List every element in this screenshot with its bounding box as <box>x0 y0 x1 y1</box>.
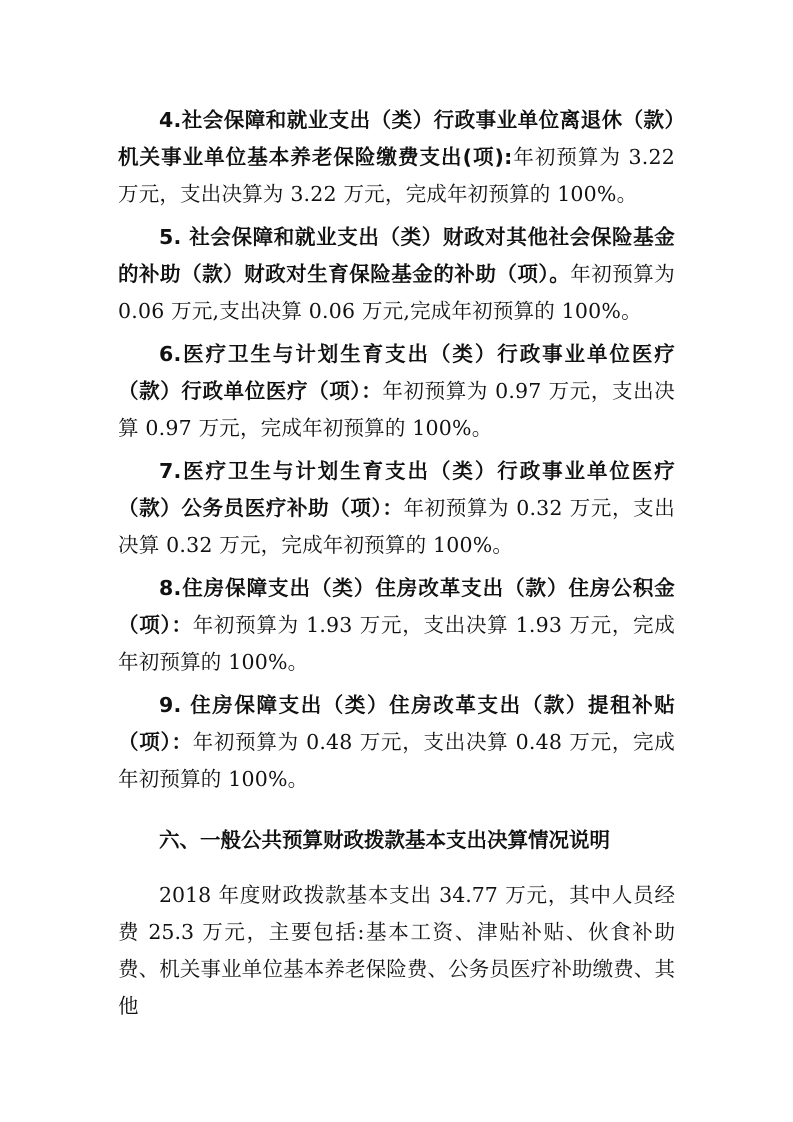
item-8 <box>118 570 675 681</box>
item-9 <box>118 687 675 798</box>
item-8-text: 年初预算为 1.93 万元，支出决算 1.93 万元，完成年初预算的 100%。 <box>118 613 675 674</box>
item-4-text: 年初预算为 3.22 万元，支出决算为 3.22 万元，完成年初预算的 100%。 <box>118 145 675 206</box>
item-7-heading: 7.医疗卫生与计划生育支出（类）行政事业单位医疗（款）公务员医疗补助（项）： <box>118 459 675 520</box>
item-6 <box>118 336 675 447</box>
item-9-heading: 9. 住房保障支出（类）住房改革支出（款）提租补贴（项）： <box>118 693 675 754</box>
item-5-heading: 5. 社会保障和就业支出（类）财政对其他社会保险基金的补助（款）财政对生育保险基金的补助（项）。 <box>118 225 675 286</box>
item-5-text: 年初预算为 0.06 万元,支出决算 0.06 万元,完成年初预算的 100%。 <box>118 262 676 323</box>
item-7-text: 年初预算为 0.32 万元，支出决算 0.32 万元，完成年初预算的 100%。 <box>118 496 675 557</box>
item-7 <box>118 453 675 564</box>
item-4-heading: 4.社会保障和就业支出（类）行政事业单位离退休（款）机关事业单位基本养老保险缴费支出(项): <box>118 108 675 169</box>
item-6-heading: 6.医疗卫生与计划生育支出（类）行政事业单位医疗（款）行政单位医疗（项）： <box>118 342 675 403</box>
section-body: 2018 年度财政拨款基本支出 34.77 万元，其中人员经费 25.3 万元，主要包括:基本工资、津贴补贴、伙食补助费、机关事业单位基本养老保险费、公务员医疗补助缴费、其他 <box>118 883 675 1018</box>
item-6-text: 年初预算为 0.97 万元，支出决算 0.97 万元，完成年初预算的 100%。 <box>118 379 675 440</box>
item-9-text: 年初预算为 0.48 万元，支出决算 0.48 万元，完成年初预算的 100%。 <box>118 730 675 791</box>
section-heading: 六、一般公共预算财政拨款基本支出决算情况说明 <box>159 828 610 852</box>
item-8-heading: 8.住房保障支出（类）住房改革支出（款）住房公积金（项）： <box>118 576 675 637</box>
item-5 <box>118 219 675 330</box>
item-4 <box>118 102 675 213</box>
